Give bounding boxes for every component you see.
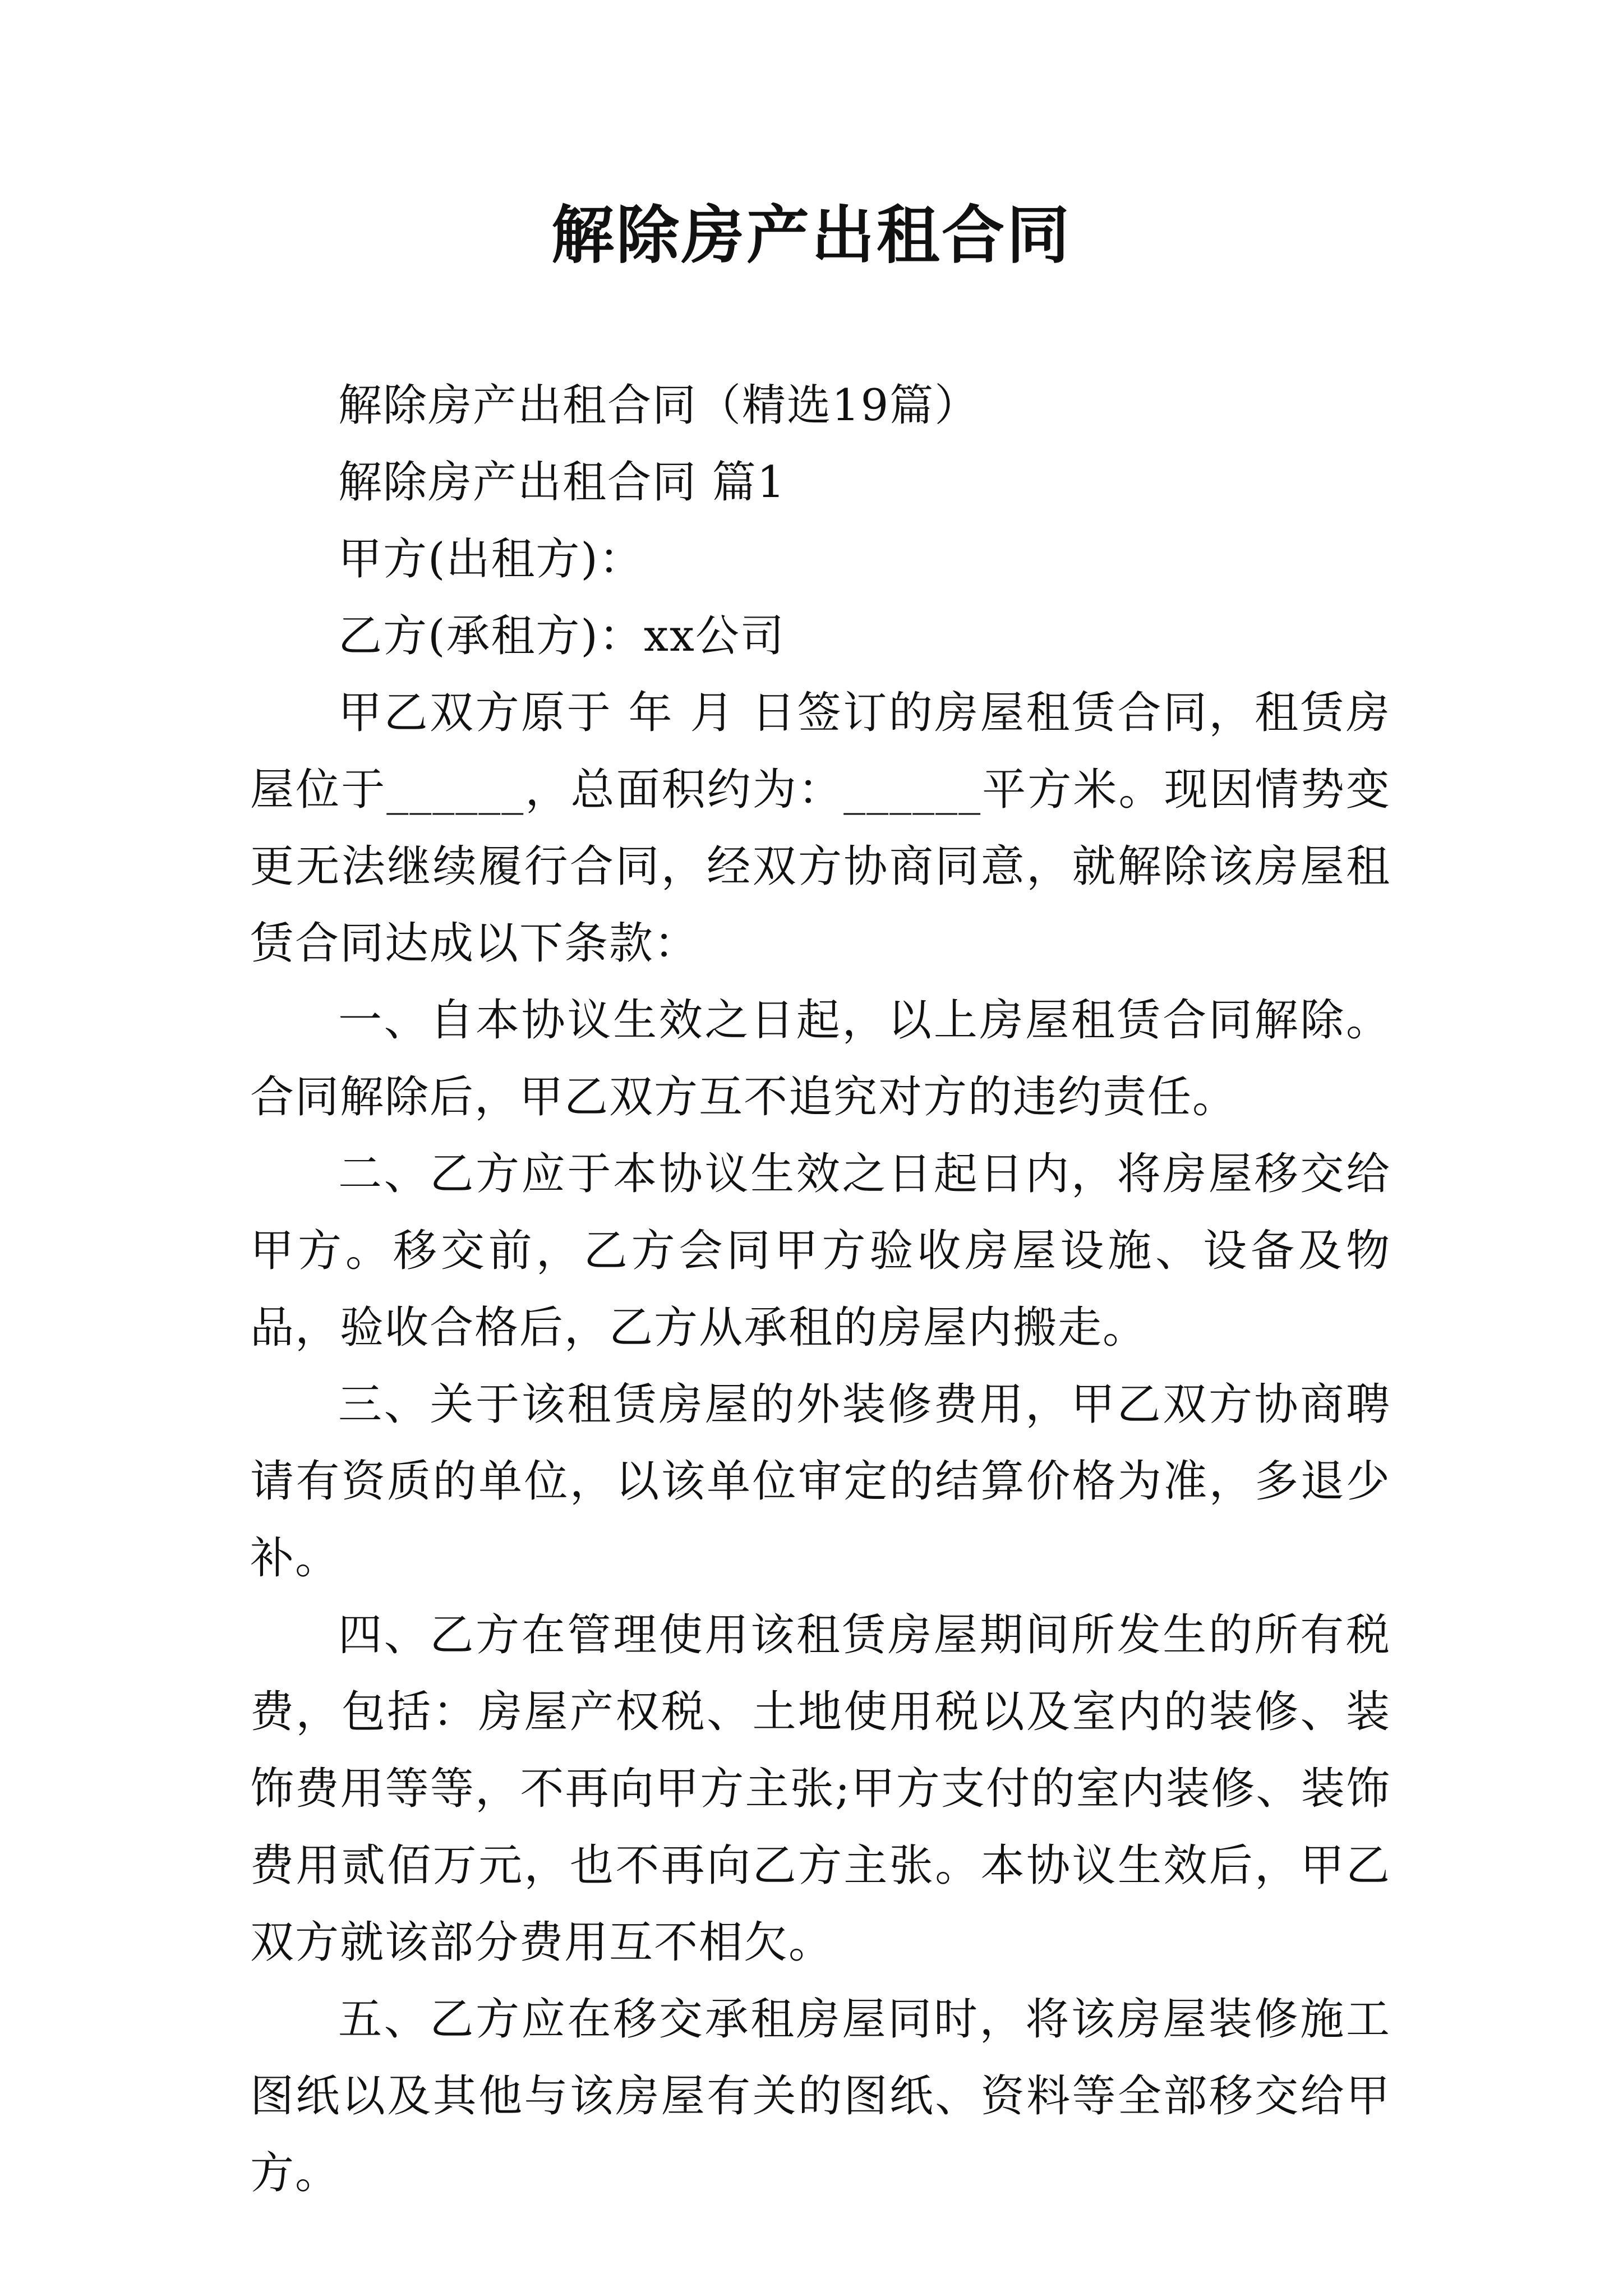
paragraph-clause-4: 四、乙方在管理使用该租赁房屋期间所发生的所有税费，包括：房屋产权税、土地使用税以及室内的装修、装饰费用等等，不再向甲方主张;甲方支付的室内装修、装饰费用贰佰万元，也不再向乙方主张。本协议生效后，甲乙双方就该部分费用互不相欠。 [250,1610,1391,1968]
paragraph-preamble: 甲乙双方原于 年 月 日签订的房屋租赁合同，租赁房屋位于______，总面积约为：______平方米。现因情势变更无法继续履行合同，经双方协商同意，就解除该房屋租赁合同达成以下条款： [250,688,1391,969]
paragraph-clause-1: 一、自本协议生效之日起，以上房屋租赁合同解除。合同解除后，甲乙双方互不追究对方的违约责任。 [250,995,1391,1122]
document-title: 解除房产出租合同 [551,199,1072,272]
paragraph-subtitle: 解除房产出租合同（精选19篇） [338,380,980,431]
paragraph-clause-2: 二、乙方应于本协议生效之日起日内，将房屋移交给甲方。移交前，乙方会同甲方验收房屋设施、设备及物品，验收合格后，乙方从承租的房屋内搬走。 [250,1149,1391,1353]
paragraph-party-b: 乙方(承租方)：xx公司 [338,611,785,661]
paragraph-party-a: 甲方(出租方)： [338,534,644,585]
paragraph-clause-5: 五、乙方应在移交承租房屋同时，将该房屋装修施工图纸以及其他与该房屋有关的图纸、资料等全部移交给甲方。 [250,1994,1391,2198]
paragraph-section-heading: 解除房产出租合同 篇1 [338,457,786,508]
paragraph-clause-3: 三、关于该租赁房屋的外装修费用，甲乙双方协商聘请有资质的单位，以该单位审定的结算价格为准，多退少补。 [250,1379,1391,1584]
document-body [250,367,1391,2212]
